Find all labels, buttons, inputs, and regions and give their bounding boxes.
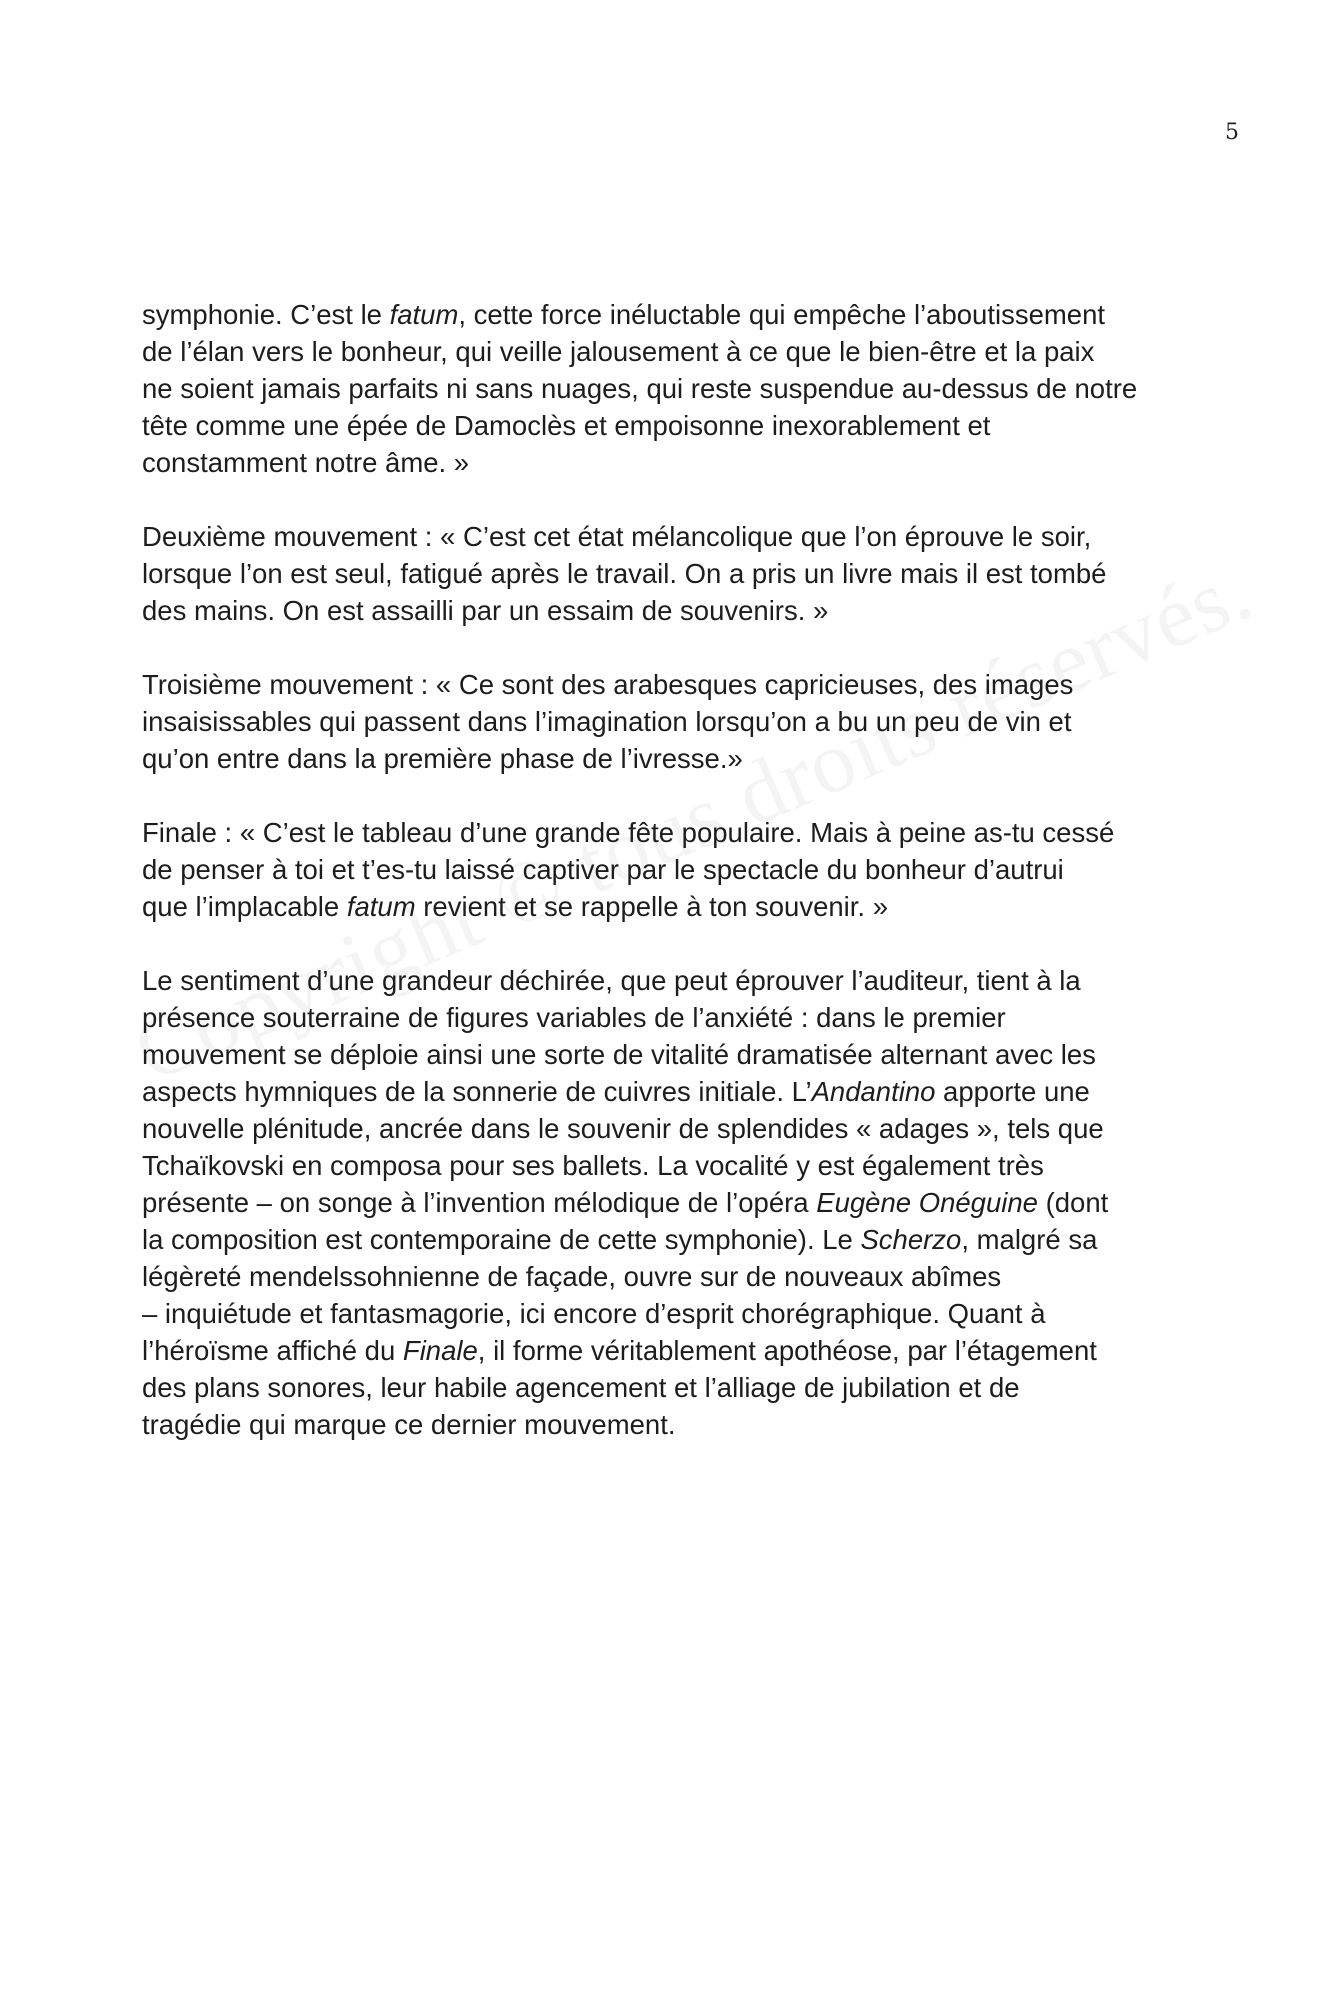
text-line: [142, 666, 1207, 703]
italic-term: Scherzo: [860, 1224, 962, 1255]
text-segment: qu’on entre dans la première phase de l’ivresse.»: [142, 743, 743, 774]
text-line: [142, 888, 1207, 925]
text-line: [142, 962, 1207, 999]
italic-term: Andantino: [811, 1076, 936, 1107]
text-segment: légèreté mendelssohnienne de façade, ouvre sur de nouveaux abîmes: [142, 1261, 1002, 1292]
text-line: [142, 296, 1207, 333]
text-segment: Le sentiment d’une grandeur déchirée, que peut éprouver l’auditeur, tient à la: [142, 965, 1081, 996]
text-line: [142, 1369, 1207, 1406]
paragraph-1: [142, 296, 1207, 481]
paragraph-gap: [142, 481, 1207, 518]
text-line: [142, 1184, 1207, 1221]
text-segment: des plans sonores, leur habile agencement et l’alliage de jubilation et de: [142, 1372, 1020, 1403]
text-line: [142, 1073, 1207, 1110]
text-line: [142, 1110, 1207, 1147]
text-line: [142, 555, 1207, 592]
text-segment: que l’implacable: [142, 891, 347, 922]
text-segment: lorsque l’on est seul, fatigué après le travail. On a pris un livre mais il est tombé: [142, 558, 1107, 589]
body-text: [142, 296, 1207, 1443]
text-segment: mouvement se déploie ainsi une sorte de vitalité dramatisée alternant avec les: [142, 1039, 1096, 1070]
text-line: [142, 703, 1207, 740]
text-segment: (dont: [1037, 1187, 1109, 1218]
text-segment: présence souterraine de figures variables de l’anxiété : dans le premier: [142, 1002, 1006, 1033]
text-line: [142, 1406, 1207, 1443]
text-line: [142, 1036, 1207, 1073]
text-line: [142, 1147, 1207, 1184]
text-segment: Troisième mouvement : « Ce sont des arabesques capricieuses, des images: [142, 669, 1074, 700]
text-line: [142, 1295, 1207, 1332]
text-segment: Tchaïkovski en composa pour ses ballets. La vocalité y est également très: [142, 1150, 1044, 1181]
text-segment: de penser à toi et t’es-tu laissé captiver par le spectacle du bonheur d’autrui: [142, 854, 1064, 885]
text-line: [142, 518, 1207, 555]
italic-term: Eugène Onéguine: [816, 1187, 1038, 1218]
paragraph-5: [142, 962, 1207, 1443]
text-segment: , cette force inéluctable qui empêche l’aboutissement: [458, 299, 1106, 330]
text-segment: aspects hymniques de la sonnerie de cuivres initiale. L’: [142, 1076, 812, 1107]
text-line: [142, 407, 1207, 444]
text-segment: Deuxième mouvement : « C’est cet état mélancolique que l’on éprouve le soir,: [142, 521, 1092, 552]
text-segment: symphonie. C’est le: [142, 299, 390, 330]
text-segment: constamment notre âme. »: [142, 447, 470, 478]
text-segment: la composition est contemporaine de cette symphonie). Le: [142, 1224, 861, 1255]
text-segment: tête comme une épée de Damoclès et empoisonne inexorablement et: [142, 410, 991, 441]
page-number: 5: [1225, 120, 1239, 145]
text-line: [142, 370, 1207, 407]
text-segment: des mains. On est assailli par un essaim de souvenirs. »: [142, 595, 829, 626]
text-segment: apporte une: [935, 1076, 1090, 1107]
text-segment: présente – on songe à l’invention mélodique de l’opéra: [142, 1187, 817, 1218]
text-segment: , il forme véritablement apothéose, par l’étagement: [477, 1335, 1097, 1366]
paragraph-3: [142, 666, 1207, 777]
text-segment: l’héroïsme affiché du: [142, 1335, 403, 1366]
text-segment: nouvelle plénitude, ancrée dans le souvenir de splendides « adages », tels que: [142, 1113, 1104, 1144]
text-line: [142, 333, 1207, 370]
paragraph-gap: [142, 777, 1207, 814]
italic-term: fatum: [389, 299, 459, 330]
text-line: [142, 814, 1207, 851]
paragraph-2: [142, 518, 1207, 629]
paragraph-gap: [142, 629, 1207, 666]
text-line: [142, 999, 1207, 1036]
italic-term: fatum: [346, 891, 416, 922]
text-line: [142, 1258, 1207, 1295]
italic-term: Finale: [402, 1335, 478, 1366]
text-line: [142, 444, 1207, 481]
text-line: [142, 592, 1207, 629]
text-segment: ne soient jamais parfaits ni sans nuages, qui reste suspendue au-dessus de notre: [142, 373, 1138, 404]
text-line: [142, 1332, 1207, 1369]
text-segment: de l’élan vers le bonheur, qui veille jalousement à ce que le bien-être et la paix: [142, 336, 1095, 367]
paragraph-4: [142, 814, 1207, 925]
text-segment: – inquiétude et fantasmagorie, ici encore d’esprit chorégraphique. Quant à: [142, 1298, 1046, 1329]
text-line: [142, 851, 1207, 888]
text-segment: revient et se rappelle à ton souvenir. »: [415, 891, 888, 922]
text-segment: insaisissables qui passent dans l’imagination lorsqu’on a bu un peu de vin et: [142, 706, 1072, 737]
text-line: [142, 1221, 1207, 1258]
text-segment: tragédie qui marque ce dernier mouvement.: [142, 1409, 676, 1440]
text-segment: Finale : « C’est le tableau d’une grande fête populaire. Mais à peine as-tu cessé: [142, 817, 1115, 848]
text-line: [142, 740, 1207, 777]
text-segment: , malgré sa: [961, 1224, 1098, 1255]
paragraph-gap: [142, 925, 1207, 962]
